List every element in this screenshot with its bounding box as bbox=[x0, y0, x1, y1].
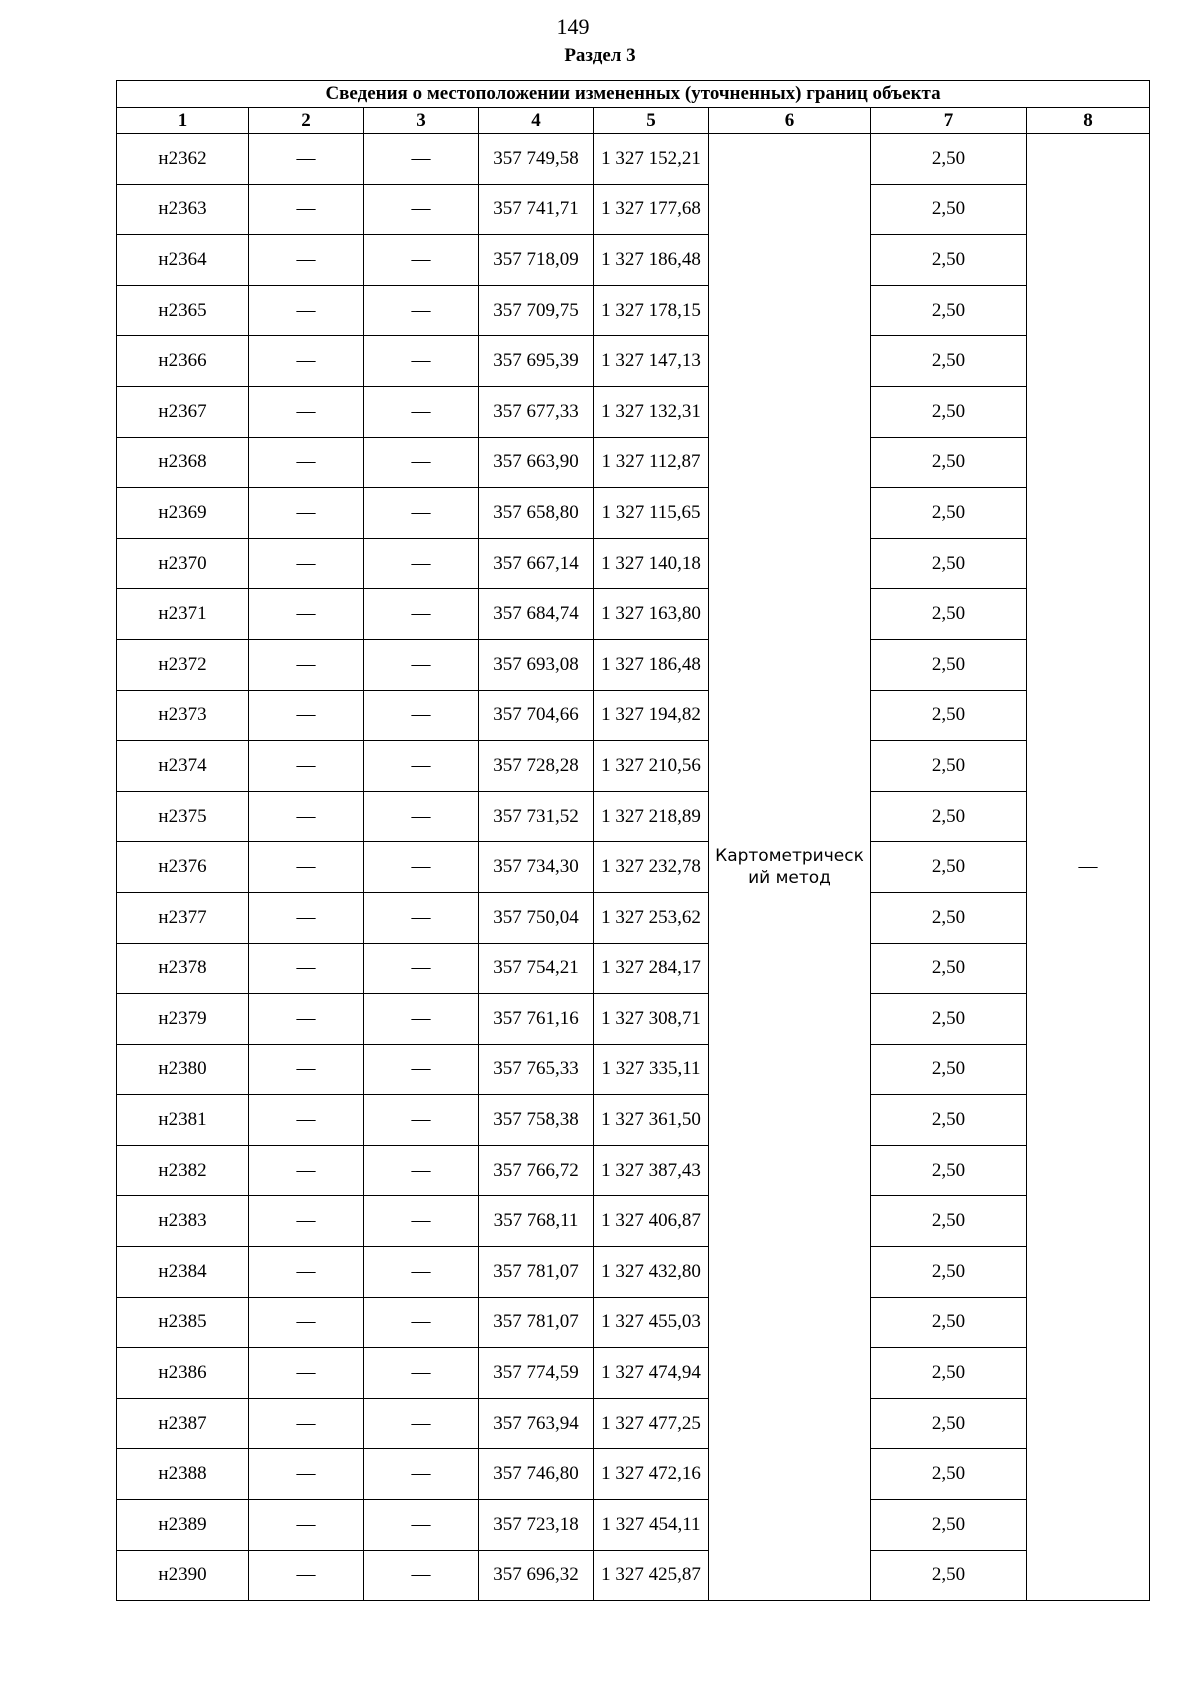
column-header-2: 2 bbox=[249, 108, 364, 134]
accuracy-value: 2,50 bbox=[871, 1500, 1027, 1551]
point-id: н2378 bbox=[117, 943, 249, 994]
coordinate-y: 1 327 335,11 bbox=[594, 1044, 709, 1095]
column-3-value: — bbox=[364, 892, 479, 943]
coordinate-x: 357 663,90 bbox=[479, 437, 594, 488]
table-row bbox=[117, 1550, 1150, 1601]
table-row bbox=[117, 1196, 1150, 1247]
coordinate-x: 357 781,07 bbox=[479, 1247, 594, 1298]
accuracy-value: 2,50 bbox=[871, 538, 1027, 589]
coordinate-x: 357 709,75 bbox=[479, 285, 594, 336]
table-row bbox=[117, 488, 1150, 539]
column-2-value: — bbox=[249, 1196, 364, 1247]
accuracy-value: 2,50 bbox=[871, 488, 1027, 539]
coordinate-x: 357 746,80 bbox=[479, 1449, 594, 1500]
accuracy-value: 2,50 bbox=[871, 1449, 1027, 1500]
table-row bbox=[117, 1145, 1150, 1196]
accuracy-value: 2,50 bbox=[871, 741, 1027, 792]
coordinate-x: 357 667,14 bbox=[479, 538, 594, 589]
column-2-value: — bbox=[249, 336, 364, 387]
column-2-value: — bbox=[249, 892, 364, 943]
point-id: н2374 bbox=[117, 741, 249, 792]
table-row bbox=[117, 1348, 1150, 1399]
column-2-value: — bbox=[249, 1449, 364, 1500]
column-2-value: — bbox=[249, 386, 364, 437]
table-row bbox=[117, 184, 1150, 235]
point-id: н2383 bbox=[117, 1196, 249, 1247]
point-id: н2373 bbox=[117, 690, 249, 741]
coordinate-x: 357 768,11 bbox=[479, 1196, 594, 1247]
coordinate-x: 357 704,66 bbox=[479, 690, 594, 741]
coordinate-y: 1 327 152,21 bbox=[594, 134, 709, 185]
point-id: н2368 bbox=[117, 437, 249, 488]
coordinate-x: 357 723,18 bbox=[479, 1500, 594, 1551]
column-2-value: — bbox=[249, 690, 364, 741]
point-id: н2363 bbox=[117, 184, 249, 235]
table-row bbox=[117, 589, 1150, 640]
column-3-value: — bbox=[364, 1095, 479, 1146]
boundary-coordinates-table bbox=[116, 80, 1150, 1601]
point-id: н2387 bbox=[117, 1398, 249, 1449]
column-3-value: — bbox=[364, 1500, 479, 1551]
column-3-value: — bbox=[364, 1297, 479, 1348]
point-id: н2376 bbox=[117, 842, 249, 893]
column-3-value: — bbox=[364, 1044, 479, 1095]
column-3-value: — bbox=[364, 1550, 479, 1601]
coordinate-x: 357 696,32 bbox=[479, 1550, 594, 1601]
column-2-value: — bbox=[249, 285, 364, 336]
point-id: н2366 bbox=[117, 336, 249, 387]
column-header-4: 4 bbox=[479, 108, 594, 134]
section-title: Раздел 3 bbox=[564, 45, 636, 66]
coordinate-y: 1 327 177,68 bbox=[594, 184, 709, 235]
accuracy-value: 2,50 bbox=[871, 892, 1027, 943]
accuracy-value: 2,50 bbox=[871, 1398, 1027, 1449]
coordinate-x: 357 684,74 bbox=[479, 589, 594, 640]
table-row bbox=[117, 1398, 1150, 1449]
coordinate-x: 357 734,30 bbox=[479, 842, 594, 893]
coordinate-y: 1 327 425,87 bbox=[594, 1550, 709, 1601]
coordinate-y: 1 327 361,50 bbox=[594, 1095, 709, 1146]
coordinate-x: 357 763,94 bbox=[479, 1398, 594, 1449]
column-2-value: — bbox=[249, 1095, 364, 1146]
point-id: н2380 bbox=[117, 1044, 249, 1095]
point-id: н2375 bbox=[117, 791, 249, 842]
column-2-value: — bbox=[249, 1247, 364, 1298]
accuracy-value: 2,50 bbox=[871, 589, 1027, 640]
point-id: н2388 bbox=[117, 1449, 249, 1500]
table-row bbox=[117, 235, 1150, 286]
coordinate-x: 357 658,80 bbox=[479, 488, 594, 539]
coordinate-x: 357 741,71 bbox=[479, 184, 594, 235]
coordinate-x: 357 749,58 bbox=[479, 134, 594, 185]
coordinate-y: 1 327 115,65 bbox=[594, 488, 709, 539]
column-3-value: — bbox=[364, 134, 479, 185]
table-row bbox=[117, 892, 1150, 943]
column-2-value: — bbox=[249, 741, 364, 792]
table-row bbox=[117, 639, 1150, 690]
table-row bbox=[117, 994, 1150, 1045]
coordinate-y: 1 327 308,71 bbox=[594, 994, 709, 1045]
accuracy-value: 2,50 bbox=[871, 1348, 1027, 1399]
accuracy-value: 2,50 bbox=[871, 1145, 1027, 1196]
column-3-value: — bbox=[364, 690, 479, 741]
coordinate-y: 1 327 474,94 bbox=[594, 1348, 709, 1399]
coordinate-y: 1 327 178,15 bbox=[594, 285, 709, 336]
column-2-value: — bbox=[249, 1500, 364, 1551]
column-3-value: — bbox=[364, 488, 479, 539]
column-header-1: 1 bbox=[117, 108, 249, 134]
accuracy-value: 2,50 bbox=[871, 943, 1027, 994]
accuracy-value: 2,50 bbox=[871, 690, 1027, 741]
coordinate-x: 357 677,33 bbox=[479, 386, 594, 437]
coordinate-x: 357 774,59 bbox=[479, 1348, 594, 1399]
page-number: 149 bbox=[556, 14, 590, 39]
coordinate-y: 1 327 472,16 bbox=[594, 1449, 709, 1500]
accuracy-value: 2,50 bbox=[871, 386, 1027, 437]
point-id: н2364 bbox=[117, 235, 249, 286]
column-3-value: — bbox=[364, 184, 479, 235]
table-row bbox=[117, 538, 1150, 589]
column-3-value: — bbox=[364, 589, 479, 640]
coordinate-y: 1 327 477,25 bbox=[594, 1398, 709, 1449]
coordinate-x: 357 754,21 bbox=[479, 943, 594, 994]
column-3-value: — bbox=[364, 1398, 479, 1449]
point-id: н2365 bbox=[117, 285, 249, 336]
coordinate-y: 1 327 454,11 bbox=[594, 1500, 709, 1551]
coordinate-y: 1 327 210,56 bbox=[594, 741, 709, 792]
column-2-value: — bbox=[249, 1145, 364, 1196]
column-header-3: 3 bbox=[364, 108, 479, 134]
coordinate-y: 1 327 432,80 bbox=[594, 1247, 709, 1298]
column-header-8: 8 bbox=[1027, 108, 1150, 134]
point-id: н2367 bbox=[117, 386, 249, 437]
point-id: н2371 bbox=[117, 589, 249, 640]
accuracy-value: 2,50 bbox=[871, 994, 1027, 1045]
accuracy-value: 2,50 bbox=[871, 1550, 1027, 1601]
accuracy-value: 2,50 bbox=[871, 1196, 1027, 1247]
coordinate-y: 1 327 186,48 bbox=[594, 235, 709, 286]
point-id: н2377 bbox=[117, 892, 249, 943]
coordinate-y: 1 327 253,62 bbox=[594, 892, 709, 943]
point-id: н2362 bbox=[117, 134, 249, 185]
accuracy-value: 2,50 bbox=[871, 639, 1027, 690]
table-row bbox=[117, 285, 1150, 336]
coordinate-x: 357 693,08 bbox=[479, 639, 594, 690]
table-row bbox=[117, 690, 1150, 741]
column-3-value: — bbox=[364, 842, 479, 893]
point-id: н2369 bbox=[117, 488, 249, 539]
column-8-value: — bbox=[1027, 134, 1150, 1601]
coordinate-x: 357 731,52 bbox=[479, 791, 594, 842]
column-2-value: — bbox=[249, 791, 364, 842]
point-id: н2386 bbox=[117, 1348, 249, 1399]
accuracy-value: 2,50 bbox=[871, 235, 1027, 286]
coordinate-y: 1 327 455,03 bbox=[594, 1297, 709, 1348]
column-3-value: — bbox=[364, 943, 479, 994]
coordinate-y: 1 327 406,87 bbox=[594, 1196, 709, 1247]
column-2-value: — bbox=[249, 1044, 364, 1095]
coordinate-x: 357 766,72 bbox=[479, 1145, 594, 1196]
table-body bbox=[117, 134, 1150, 1601]
column-header-7: 7 bbox=[871, 108, 1027, 134]
column-3-value: — bbox=[364, 1247, 479, 1298]
table-row bbox=[117, 1500, 1150, 1551]
coordinate-x: 357 765,33 bbox=[479, 1044, 594, 1095]
point-id: н2382 bbox=[117, 1145, 249, 1196]
column-3-value: — bbox=[364, 285, 479, 336]
accuracy-value: 2,50 bbox=[871, 842, 1027, 893]
column-3-value: — bbox=[364, 386, 479, 437]
column-2-value: — bbox=[249, 184, 364, 235]
coordinate-y: 1 327 112,87 bbox=[594, 437, 709, 488]
table-row bbox=[117, 336, 1150, 387]
column-3-value: — bbox=[364, 235, 479, 286]
column-2-value: — bbox=[249, 538, 364, 589]
coordinate-x: 357 695,39 bbox=[479, 336, 594, 387]
table-row bbox=[117, 1247, 1150, 1298]
coordinate-y: 1 327 163,80 bbox=[594, 589, 709, 640]
table-row bbox=[117, 134, 1150, 185]
column-3-value: — bbox=[364, 791, 479, 842]
coordinate-y: 1 327 387,43 bbox=[594, 1145, 709, 1196]
column-2-value: — bbox=[249, 235, 364, 286]
column-header-6: 6 bbox=[709, 108, 871, 134]
accuracy-value: 2,50 bbox=[871, 791, 1027, 842]
column-2-value: — bbox=[249, 589, 364, 640]
coordinate-x: 357 758,38 bbox=[479, 1095, 594, 1146]
column-number-row bbox=[117, 108, 1150, 134]
column-3-value: — bbox=[364, 741, 479, 792]
table-row bbox=[117, 943, 1150, 994]
table-row bbox=[117, 437, 1150, 488]
column-3-value: — bbox=[364, 1348, 479, 1399]
column-2-value: — bbox=[249, 639, 364, 690]
column-2-value: — bbox=[249, 134, 364, 185]
point-id: н2372 bbox=[117, 639, 249, 690]
accuracy-value: 2,50 bbox=[871, 1095, 1027, 1146]
accuracy-value: 2,50 bbox=[871, 336, 1027, 387]
column-3-value: — bbox=[364, 994, 479, 1045]
table-row bbox=[117, 1449, 1150, 1500]
coordinate-x: 357 718,09 bbox=[479, 235, 594, 286]
table-row bbox=[117, 1044, 1150, 1095]
column-3-value: — bbox=[364, 1145, 479, 1196]
accuracy-value: 2,50 bbox=[871, 1044, 1027, 1095]
table-row bbox=[117, 386, 1150, 437]
point-id: н2389 bbox=[117, 1500, 249, 1551]
column-2-value: — bbox=[249, 842, 364, 893]
point-id: н2381 bbox=[117, 1095, 249, 1146]
table-row bbox=[117, 741, 1150, 792]
coordinate-y: 1 327 232,78 bbox=[594, 842, 709, 893]
coordinate-y: 1 327 284,17 bbox=[594, 943, 709, 994]
coordinate-x: 357 750,04 bbox=[479, 892, 594, 943]
accuracy-value: 2,50 bbox=[871, 134, 1027, 185]
column-2-value: — bbox=[249, 943, 364, 994]
point-id: н2384 bbox=[117, 1247, 249, 1298]
column-2-value: — bbox=[249, 1398, 364, 1449]
column-3-value: — bbox=[364, 639, 479, 690]
accuracy-value: 2,50 bbox=[871, 285, 1027, 336]
accuracy-value: 2,50 bbox=[871, 1247, 1027, 1298]
table-caption: Сведения о местоположении измененных (уточненных) границ объекта bbox=[117, 81, 1150, 108]
column-2-value: — bbox=[249, 1550, 364, 1601]
table-row bbox=[117, 1297, 1150, 1348]
coordinate-x: 357 728,28 bbox=[479, 741, 594, 792]
point-id: н2385 bbox=[117, 1297, 249, 1348]
coordinate-y: 1 327 194,82 bbox=[594, 690, 709, 741]
column-2-value: — bbox=[249, 437, 364, 488]
coordinate-x: 357 781,07 bbox=[479, 1297, 594, 1348]
table-row bbox=[117, 791, 1150, 842]
column-3-value: — bbox=[364, 437, 479, 488]
determination-method: Картометрический метод bbox=[709, 134, 871, 1601]
column-2-value: — bbox=[249, 1348, 364, 1399]
accuracy-value: 2,50 bbox=[871, 437, 1027, 488]
coordinate-y: 1 327 218,89 bbox=[594, 791, 709, 842]
point-id: н2390 bbox=[117, 1550, 249, 1601]
table-row bbox=[117, 842, 1150, 893]
coordinate-x: 357 761,16 bbox=[479, 994, 594, 1045]
column-header-5: 5 bbox=[594, 108, 709, 134]
coordinate-y: 1 327 147,13 bbox=[594, 336, 709, 387]
point-id: н2370 bbox=[117, 538, 249, 589]
point-id: н2379 bbox=[117, 994, 249, 1045]
accuracy-value: 2,50 bbox=[871, 184, 1027, 235]
coordinate-y: 1 327 132,31 bbox=[594, 386, 709, 437]
column-3-value: — bbox=[364, 538, 479, 589]
column-3-value: — bbox=[364, 1449, 479, 1500]
coordinate-y: 1 327 186,48 bbox=[594, 639, 709, 690]
accuracy-value: 2,50 bbox=[871, 1297, 1027, 1348]
column-3-value: — bbox=[364, 336, 479, 387]
column-2-value: — bbox=[249, 488, 364, 539]
column-3-value: — bbox=[364, 1196, 479, 1247]
column-2-value: — bbox=[249, 1297, 364, 1348]
table-row bbox=[117, 1095, 1150, 1146]
column-2-value: — bbox=[249, 994, 364, 1045]
coordinate-y: 1 327 140,18 bbox=[594, 538, 709, 589]
